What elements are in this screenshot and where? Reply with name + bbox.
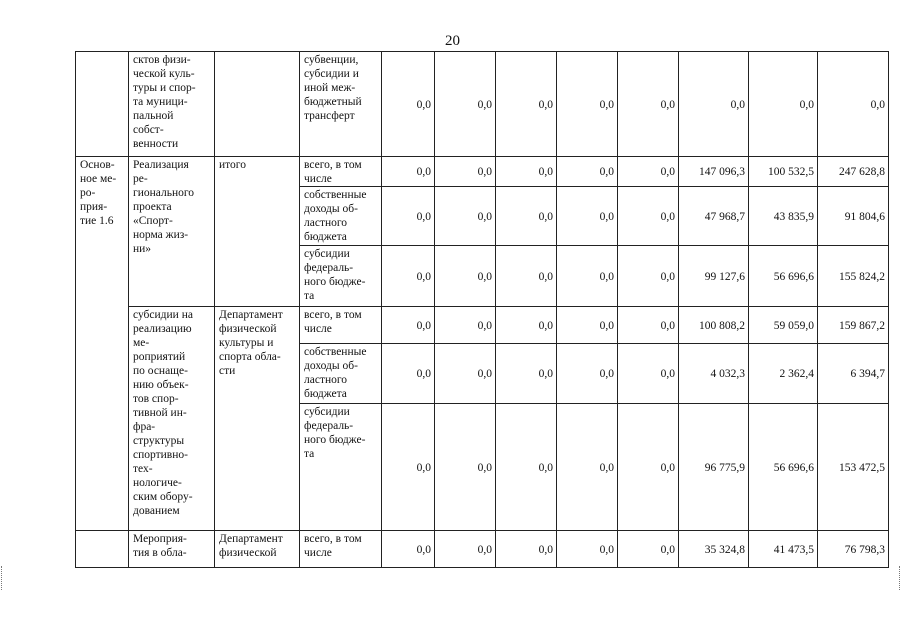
amount-cell: 0,0 <box>435 52 496 157</box>
text-cell: всего, в том числе <box>300 531 382 568</box>
amount-cell: 0,0 <box>435 404 496 531</box>
amount-cell: 0,0 <box>557 404 618 531</box>
text-cell: субсидии федераль- ного бюдже- та <box>300 246 382 307</box>
text-cell: итого <box>215 157 300 307</box>
amount-cell: 0,0 <box>557 531 618 568</box>
amount-cell: 76 798,3 <box>818 531 889 568</box>
amount-cell: 0,0 <box>618 157 679 187</box>
amount-cell: 0,0 <box>557 344 618 404</box>
text-cell: Департамент физической <box>215 531 300 568</box>
amount-cell: 0,0 <box>496 52 557 157</box>
amount-cell: 0,0 <box>496 344 557 404</box>
amount-cell: 0,0 <box>618 344 679 404</box>
amount-cell: 0,0 <box>496 531 557 568</box>
amount-cell: 99 127,6 <box>679 246 749 307</box>
text-cell <box>76 52 129 157</box>
amount-cell: 2 362,4 <box>749 344 818 404</box>
table-row <box>76 52 889 157</box>
amount-cell: 100 808,2 <box>679 307 749 344</box>
text-cell: собственные доходы об- ластного бюджета <box>300 344 382 404</box>
table-body <box>76 52 889 568</box>
amount-cell: 91 804,6 <box>818 187 889 246</box>
text-cell: субвенции, субсидии и иной меж- бюджетный трансферт <box>300 52 382 157</box>
text-cell: субсидии федераль- ного бюдже- та <box>300 404 382 531</box>
amount-cell: 155 824,2 <box>818 246 889 307</box>
amount-cell: 56 696,6 <box>749 404 818 531</box>
amount-cell: 0,0 <box>496 187 557 246</box>
text-cell <box>215 52 300 157</box>
text-cell: собственные доходы об- ластного бюджета <box>300 187 382 246</box>
amount-cell: 0,0 <box>557 157 618 187</box>
amount-cell: 100 532,5 <box>749 157 818 187</box>
amount-cell: 43 835,9 <box>749 187 818 246</box>
amount-cell: 0,0 <box>382 52 435 157</box>
text-cell: Мероприя- тия в обла- <box>129 531 215 568</box>
amount-cell: 0,0 <box>435 344 496 404</box>
page-number: 20 <box>445 33 460 49</box>
amount-cell: 0,0 <box>818 52 889 157</box>
text-cell: всего, в том числе <box>300 157 382 187</box>
table-row <box>76 307 889 344</box>
amount-cell: 0,0 <box>618 404 679 531</box>
amount-cell: 247 628,8 <box>818 157 889 187</box>
amount-cell: 0,0 <box>557 187 618 246</box>
amount-cell: 0,0 <box>382 157 435 187</box>
amount-cell: 0,0 <box>382 307 435 344</box>
margin-mark-right <box>899 566 904 590</box>
table-row <box>76 531 889 568</box>
amount-cell: 159 867,2 <box>818 307 889 344</box>
amount-cell: 147 096,3 <box>679 157 749 187</box>
amount-cell: 0,0 <box>435 187 496 246</box>
table-row <box>76 157 889 187</box>
text-cell <box>76 531 129 568</box>
amount-cell: 0,0 <box>435 157 496 187</box>
amount-cell: 0,0 <box>382 246 435 307</box>
amount-cell: 0,0 <box>435 307 496 344</box>
amount-cell: 0,0 <box>618 187 679 246</box>
text-cell: Реализация ре- гионального проекта «Спорт- норма жиз- ни» <box>129 157 215 307</box>
amount-cell: 0,0 <box>382 531 435 568</box>
margin-mark-left <box>1 566 6 590</box>
amount-cell: 96 775,9 <box>679 404 749 531</box>
budget-table <box>75 51 889 568</box>
amount-cell: 6 394,7 <box>818 344 889 404</box>
amount-cell: 4 032,3 <box>679 344 749 404</box>
amount-cell: 0,0 <box>749 52 818 157</box>
text-cell: субсидии на реализацию ме- роприятий по оснаще- нию объек- тов спор- тивной ин- фра- структуры спортивно- тех- нологиче- ским обору- дованием <box>129 307 215 531</box>
amount-cell: 35 324,8 <box>679 531 749 568</box>
amount-cell: 0,0 <box>618 307 679 344</box>
amount-cell: 0,0 <box>496 307 557 344</box>
text-cell: Основ- ное ме- ро- прия- тие 1.6 <box>76 157 129 531</box>
amount-cell: 0,0 <box>382 344 435 404</box>
amount-cell: 0,0 <box>557 307 618 344</box>
amount-cell: 0,0 <box>618 531 679 568</box>
amount-cell: 0,0 <box>435 531 496 568</box>
amount-cell: 56 696,6 <box>749 246 818 307</box>
amount-cell: 0,0 <box>496 157 557 187</box>
text-cell: всего, в том числе <box>300 307 382 344</box>
amount-cell: 0,0 <box>496 404 557 531</box>
amount-cell: 47 968,7 <box>679 187 749 246</box>
amount-cell: 0,0 <box>618 246 679 307</box>
amount-cell: 0,0 <box>679 52 749 157</box>
amount-cell: 0,0 <box>557 52 618 157</box>
amount-cell: 0,0 <box>496 246 557 307</box>
amount-cell: 0,0 <box>435 246 496 307</box>
amount-cell: 0,0 <box>618 52 679 157</box>
amount-cell: 41 473,5 <box>749 531 818 568</box>
amount-cell: 0,0 <box>557 246 618 307</box>
amount-cell: 0,0 <box>382 404 435 531</box>
amount-cell: 59 059,0 <box>749 307 818 344</box>
text-cell: сктов физи- ческой куль- туры и спор- та муници- пальной собст- венности <box>129 52 215 157</box>
amount-cell: 0,0 <box>382 187 435 246</box>
amount-cell: 153 472,5 <box>818 404 889 531</box>
text-cell: Департамент физической культуры и спорта обла- сти <box>215 307 300 531</box>
